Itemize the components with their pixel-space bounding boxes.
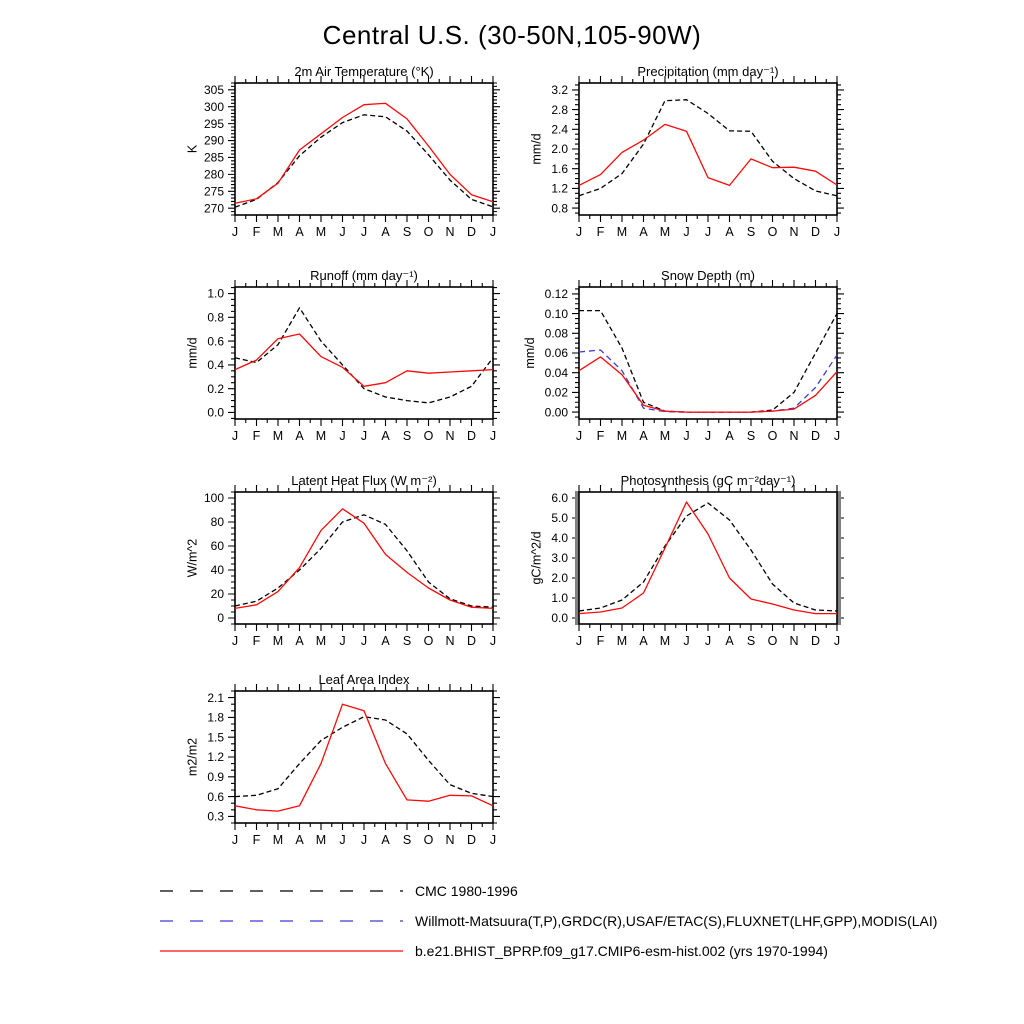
x-tick-label: O xyxy=(767,225,778,239)
x-tick-label: M xyxy=(659,225,671,239)
x-tick-label: A xyxy=(381,833,390,847)
y-tick-label: 305 xyxy=(203,82,224,97)
y-tick-label: 300 xyxy=(203,99,224,114)
x-tick-label: N xyxy=(789,634,799,648)
x-tick-label: J xyxy=(683,225,690,239)
y-axis-unit-label: m2/m2 xyxy=(185,737,200,777)
x-tick-label: S xyxy=(402,225,412,239)
y-tick-label: 0.2 xyxy=(207,381,224,396)
y-tick-label: 1.8 xyxy=(207,710,224,725)
chart-snow-depth xyxy=(502,264,854,470)
x-tick-label: M xyxy=(616,634,628,648)
x-tick-label: A xyxy=(295,833,304,847)
legend-item-model xyxy=(158,944,828,958)
x-tick-label: F xyxy=(252,429,261,443)
series-line xyxy=(579,311,837,413)
x-tick-label: N xyxy=(789,429,799,443)
y-tick-label: 0 xyxy=(217,611,224,626)
x-tick-label: N xyxy=(789,225,799,239)
x-tick-label: D xyxy=(810,225,821,239)
x-tick-label: M xyxy=(315,634,327,648)
y-tick-label: 1.0 xyxy=(207,286,224,301)
y-tick-label: 0.06 xyxy=(544,346,568,361)
x-tick-label: S xyxy=(402,833,412,847)
x-tick-label: F xyxy=(252,225,261,239)
x-tick-label: A xyxy=(725,225,734,239)
y-tick-label: 2.0 xyxy=(551,571,568,586)
y-tick-label: 2.4 xyxy=(551,122,568,137)
plot-frame xyxy=(579,83,837,215)
y-tick-label: 0.00 xyxy=(544,405,568,420)
x-tick-label: J xyxy=(704,429,712,443)
legend-line-solid-red-icon xyxy=(158,944,405,958)
y-axis-unit-label: mm/d xyxy=(522,337,537,369)
x-tick-label: D xyxy=(466,429,477,443)
series-line xyxy=(579,100,837,196)
legend-label: Willmott-Matsuura(T,P),GRDC(R),USAF/ETAC(S),FLUXNET(LHF,GPP),MODIS(LAI) xyxy=(415,913,938,929)
series-line xyxy=(235,308,493,403)
y-tick-label: 4.0 xyxy=(551,531,568,546)
y-tick-label: 60 xyxy=(210,539,224,554)
x-tick-label: J xyxy=(231,634,239,648)
x-tick-label: J xyxy=(683,634,690,648)
series-line xyxy=(235,334,493,386)
y-tick-label: 40 xyxy=(210,563,224,578)
chart-svg xyxy=(158,668,510,874)
axis-ticks xyxy=(228,485,500,631)
chart-svg xyxy=(502,264,854,470)
y-tick-label: 6.0 xyxy=(551,491,568,506)
y-tick-label: 0.04 xyxy=(544,365,568,380)
x-tick-label: S xyxy=(746,634,756,648)
x-tick-label: F xyxy=(596,634,605,648)
legend-line-dashed-blue-icon xyxy=(158,914,405,928)
x-tick-label: D xyxy=(466,833,477,847)
x-tick-label: O xyxy=(767,634,778,648)
x-tick-label: S xyxy=(746,429,756,443)
y-axis-unit-label: W/m^2 xyxy=(185,538,200,578)
chart-svg xyxy=(158,469,510,675)
x-tick-label: A xyxy=(295,225,304,239)
x-tick-label: J xyxy=(360,634,368,648)
y-tick-label: 285 xyxy=(203,150,224,165)
plot-frame xyxy=(235,492,493,624)
chart-svg xyxy=(502,60,854,266)
x-tick-label: M xyxy=(315,225,327,239)
x-tick-label: N xyxy=(445,225,455,239)
chart-2m-air-temperature xyxy=(158,60,510,266)
chart-leaf-area-index xyxy=(158,668,510,874)
chart-svg xyxy=(502,469,854,675)
y-axis-unit-label: mm/d xyxy=(185,337,200,369)
legend-item-obs xyxy=(158,914,937,928)
x-tick-label: O xyxy=(423,429,434,443)
axis-ticks xyxy=(572,76,844,222)
x-tick-label: J xyxy=(339,634,346,648)
y-tick-label: 1.5 xyxy=(207,730,224,745)
y-tick-label: 270 xyxy=(203,201,224,216)
y-tick-label: 1.2 xyxy=(551,181,568,196)
y-tick-label: 0.02 xyxy=(544,385,568,400)
y-tick-label: 0.10 xyxy=(544,306,568,321)
y-axis-unit-label: K xyxy=(185,144,200,154)
y-tick-label: 3.2 xyxy=(551,83,568,98)
series-line xyxy=(235,509,493,609)
x-tick-label: M xyxy=(616,225,628,239)
y-tick-label: 0.3 xyxy=(207,809,224,824)
x-tick-label: J xyxy=(575,634,583,648)
series-line xyxy=(235,103,493,203)
legend-line-dashed-black-icon xyxy=(158,884,405,898)
x-tick-label: O xyxy=(423,225,434,239)
page-title: Central U.S. (30-50N,105-90W) xyxy=(322,20,702,50)
x-tick-label: J xyxy=(683,429,690,443)
legend-label: CMC 1980-1996 xyxy=(415,883,518,899)
chart-title: Precipitation (mm day⁻¹) xyxy=(637,64,779,79)
x-tick-label: J xyxy=(360,833,368,847)
series-line xyxy=(579,350,837,412)
y-tick-label: 80 xyxy=(210,515,224,530)
y-tick-label: 2.0 xyxy=(551,142,568,157)
x-tick-label: J xyxy=(231,429,239,443)
x-tick-label: N xyxy=(445,634,455,648)
x-tick-label: A xyxy=(639,634,648,648)
x-tick-label: A xyxy=(725,634,734,648)
x-tick-label: A xyxy=(381,634,390,648)
chart-title: Runoff (mm day⁻¹) xyxy=(310,268,418,283)
x-tick-label: M xyxy=(659,634,671,648)
x-tick-label: A xyxy=(381,225,390,239)
chart-title: Snow Depth (m) xyxy=(661,268,755,283)
x-tick-label: O xyxy=(423,833,434,847)
y-tick-label: 5.0 xyxy=(551,511,568,526)
y-tick-label: 0.8 xyxy=(207,310,224,325)
x-tick-label: M xyxy=(616,429,628,443)
x-tick-label: F xyxy=(252,634,261,648)
y-tick-label: 1.2 xyxy=(207,750,224,765)
x-tick-label: J xyxy=(704,225,712,239)
y-tick-label: 1.0 xyxy=(551,591,568,606)
x-tick-label: J xyxy=(339,833,346,847)
x-tick-label: J xyxy=(339,225,346,239)
x-tick-label: J xyxy=(704,634,712,648)
chart-precipitation xyxy=(502,60,854,266)
series-line xyxy=(235,115,493,207)
legend-item-cmc xyxy=(158,884,518,898)
y-tick-label: 295 xyxy=(203,116,224,131)
chart-title: Leaf Area Index xyxy=(318,672,410,687)
axis-ticks xyxy=(572,280,844,426)
x-tick-label: A xyxy=(725,429,734,443)
x-tick-label: J xyxy=(489,429,497,443)
x-tick-label: J xyxy=(833,429,841,443)
y-tick-label: 0.8 xyxy=(551,201,568,216)
y-tick-label: 0.08 xyxy=(544,326,568,341)
x-tick-label: F xyxy=(252,833,261,847)
x-tick-label: J xyxy=(833,634,841,648)
plot-frame xyxy=(235,287,493,419)
y-tick-label: 2.1 xyxy=(207,690,224,705)
y-axis-unit-label: mm/d xyxy=(529,133,544,165)
x-tick-label: J xyxy=(833,225,841,239)
chart-runoff xyxy=(158,264,510,470)
series-line xyxy=(235,704,493,811)
axis-ticks xyxy=(228,76,500,222)
y-tick-label: 0.12 xyxy=(544,287,568,302)
chart-title: Photosynthesis (gC m⁻²day⁻¹) xyxy=(620,473,796,488)
series-line xyxy=(235,717,493,797)
x-tick-label: J xyxy=(575,429,583,443)
x-tick-label: A xyxy=(639,429,648,443)
y-tick-label: 0.6 xyxy=(207,789,224,804)
chart-title: 2m Air Temperature (°K) xyxy=(294,64,434,79)
y-tick-label: 0.0 xyxy=(207,405,224,420)
x-tick-label: A xyxy=(295,634,304,648)
x-tick-label: S xyxy=(402,429,412,443)
x-tick-label: N xyxy=(445,429,455,443)
y-tick-label: 100 xyxy=(203,491,224,506)
x-tick-label: J xyxy=(339,429,346,443)
x-tick-label: M xyxy=(659,429,671,443)
axis-ticks xyxy=(228,280,500,426)
legend-label: b.e21.BHIST_BPRP.f09_g17.CMIP6-esm-hist.002 (yrs 1970-1994) xyxy=(415,943,828,959)
axis-ticks xyxy=(228,684,500,830)
y-tick-label: 0.9 xyxy=(207,770,224,784)
y-axis-unit-label: gC/m^2/d xyxy=(529,531,544,585)
y-tick-label: 0.0 xyxy=(551,611,568,626)
x-tick-label: A xyxy=(639,225,648,239)
x-tick-label: A xyxy=(381,429,390,443)
chart-photosynthesis xyxy=(502,469,854,675)
chart-svg xyxy=(158,60,510,266)
plot-frame xyxy=(579,287,837,419)
chart-svg xyxy=(158,264,510,470)
x-tick-label: J xyxy=(231,225,239,239)
x-tick-label: D xyxy=(810,634,821,648)
x-tick-label: J xyxy=(489,225,497,239)
x-tick-label: J xyxy=(489,634,497,648)
chart-latent-heat-flux xyxy=(158,469,510,675)
x-tick-label: J xyxy=(231,833,239,847)
y-tick-label: 2.8 xyxy=(551,102,568,117)
x-tick-label: J xyxy=(360,225,368,239)
x-tick-label: A xyxy=(295,429,304,443)
x-tick-label: D xyxy=(466,225,477,239)
x-tick-label: N xyxy=(445,833,455,847)
x-tick-label: S xyxy=(402,634,412,648)
x-tick-label: F xyxy=(596,225,605,239)
y-tick-label: 3.0 xyxy=(551,551,568,566)
x-tick-label: O xyxy=(423,634,434,648)
x-tick-label: J xyxy=(489,833,497,847)
series-line xyxy=(579,502,837,614)
chart-title: Latent Heat Flux (W m⁻²) xyxy=(291,473,437,488)
series-line xyxy=(235,515,493,607)
y-tick-label: 280 xyxy=(203,167,224,182)
x-tick-label: M xyxy=(272,429,284,443)
plot-frame xyxy=(235,83,493,215)
y-tick-label: 0.4 xyxy=(207,358,224,373)
x-tick-label: J xyxy=(360,429,368,443)
y-tick-label: 0.6 xyxy=(207,334,224,349)
y-tick-label: 1.6 xyxy=(551,161,568,176)
x-tick-label: D xyxy=(810,429,821,443)
x-tick-label: D xyxy=(466,634,477,648)
series-line xyxy=(579,503,837,611)
x-tick-label: M xyxy=(315,833,327,847)
x-tick-label: S xyxy=(746,225,756,239)
x-tick-label: F xyxy=(596,429,605,443)
y-tick-label: 290 xyxy=(203,133,224,148)
y-tick-label: 275 xyxy=(203,184,224,199)
y-tick-label: 20 xyxy=(210,587,224,602)
x-tick-label: M xyxy=(315,429,327,443)
x-tick-label: M xyxy=(272,833,284,847)
x-tick-label: M xyxy=(272,634,284,648)
x-tick-label: M xyxy=(272,225,284,239)
x-tick-label: O xyxy=(767,429,778,443)
x-tick-label: J xyxy=(575,225,583,239)
